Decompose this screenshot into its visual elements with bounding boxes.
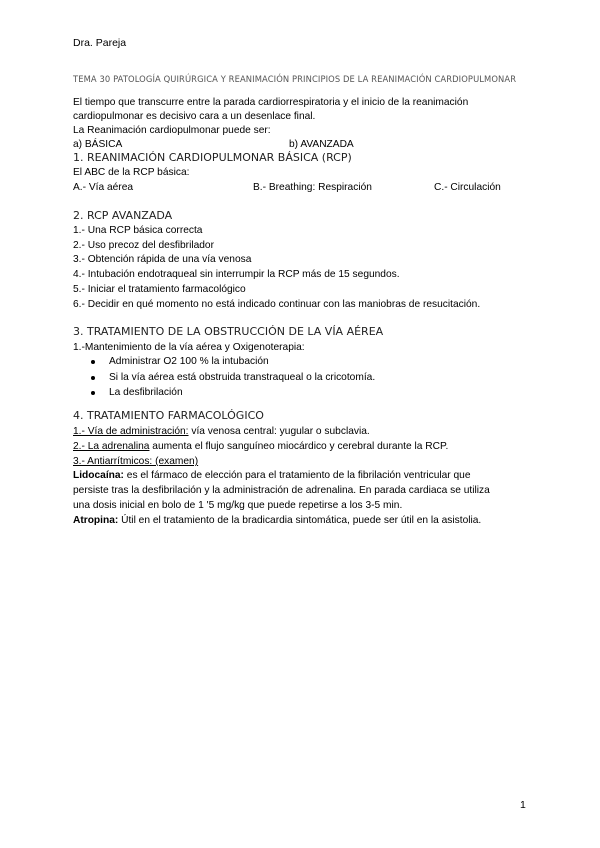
option-b: b) AVANZADA <box>289 139 354 150</box>
route-text: vía venosa central: yugular o subclavia. <box>188 426 370 437</box>
bullet-dot <box>91 376 95 380</box>
intro-line-3: La Reanimación cardiopulmonar puede ser: <box>73 125 271 136</box>
topic-title: TEMA 30 PATOLOGÍA QUIRÚRGICA Y REANIMACIÓN PRINCIPIOS DE LA REANIMACIÓN CARDIOPULMONAR <box>73 75 517 85</box>
adrenaline-label: 2.- La adrenalina <box>73 441 150 452</box>
author-name: Dra. Pareja <box>73 37 127 49</box>
list-item: 3.- Obtención rápida de una vía venosa <box>73 254 252 265</box>
lidocaine-label: Lidocaína: <box>73 470 124 481</box>
lidocaine-line-2: persiste tras la desfibrilación y la administración de adrenalina. En parada cardiaca se utiliza <box>73 485 490 496</box>
list-item: 1.- Una RCP básica correcta <box>73 225 203 236</box>
section-3-heading: 3. TRATAMIENTO DE LA OBSTRUCCIÓN DE LA VÍA AÉREA <box>73 325 384 338</box>
list-item: Administrar O2 100 % la intubación <box>109 356 269 367</box>
section-3-intro: 1.-Mantenimiento de la vía aérea y Oxigenoterapia: <box>73 342 305 353</box>
intro-line-2: cardiopulmonar es decisivo cara a un desenlace final. <box>73 111 316 122</box>
atropine-label: Atropina: <box>73 515 119 526</box>
list-item: Si la vía aérea está obstruida transtraqueal o la cricotomía. <box>109 372 376 383</box>
abc-breathing: B.- Breathing: Respiración <box>253 182 372 193</box>
lidocaine-line-3: una dosis inicial en bolo de 1 '5 mg/kg que puede repetirse a los 3-5 min. <box>73 500 403 511</box>
antiarrhythmic-label: 3.- Antiarrítmicos: (examen) <box>73 456 199 467</box>
route-label: 1.- Vía de administración: <box>73 426 189 437</box>
adrenaline-text: aumenta el flujo sanguíneo miocárdico y cerebral durante la RCP. <box>149 441 449 452</box>
lidocaine-line-1 <box>73 470 471 482</box>
list-item: 6.- Decidir en qué momento no está indicado continuar con las maniobras de resucitación. <box>73 299 481 310</box>
list-item: 4.- Intubación endotraqueal sin interrumpir la RCP más de 15 segundos. <box>73 269 400 280</box>
list-item: 2.- Uso precoz del desfibrilador <box>73 240 214 251</box>
bullet-dot <box>91 360 95 364</box>
option-a: a) BÁSICA <box>73 139 123 150</box>
abc-circulation: C.- Circulación <box>434 182 501 193</box>
atropine-text: Útil en el tratamiento de la bradicardia sintomática, puede ser útil en la asistolia. <box>118 515 482 526</box>
bullet-dot <box>91 391 95 395</box>
abc-airway: A.- Vía aérea <box>73 182 134 193</box>
lidocaine-text: es el fármaco de elección para el tratamiento de la fibrilación ventricular que <box>123 470 471 481</box>
section-4-heading: 4. TRATAMIENTO FARMACOLÓGICO <box>73 409 264 422</box>
intro-line-1: El tiempo que transcurre entre la parada cardiorrespiratoria y el inicio de la reanimación <box>73 97 469 108</box>
section-1-heading: 1. REANIMACIÓN CARDIOPULMONAR BÁSICA (RCP) <box>73 151 352 164</box>
list-item: 5.- Iniciar el tratamiento farmacológico <box>73 284 246 295</box>
section-2-heading: 2. RCP AVANZADA <box>73 209 173 222</box>
adrenaline-line <box>73 441 448 453</box>
page-number: 1 <box>520 799 526 811</box>
atropine-line <box>73 515 481 527</box>
abc-intro: El ABC de la RCP básica: <box>73 167 190 178</box>
route-line <box>73 426 370 438</box>
list-item: La desfibrilación <box>109 387 183 398</box>
